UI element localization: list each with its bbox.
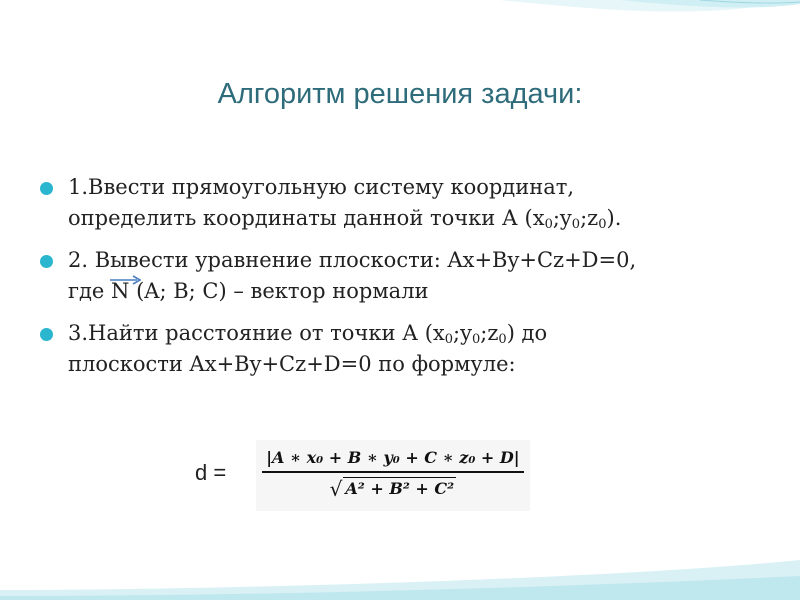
list-item — [36, 172, 756, 234]
item-1-line-2: определить координаты данной точки А $(x_0;y_0;z_0)$. — [68, 206, 622, 232]
item-1-line-1: 1.Ввести прямоугольную систему координат, — [68, 175, 575, 199]
distance-formula — [195, 440, 530, 511]
slide-title: Алгоритм решения задачи: — [217, 78, 583, 110]
item-2-line-1: 2. Вывести уравнение плоскости: Ax+By+Cz+D=0, — [68, 248, 637, 272]
bullet-icon — [40, 255, 53, 268]
formula-label: d = — [195, 459, 227, 485]
bullet-icon — [40, 328, 53, 341]
formula-fraction — [256, 440, 529, 511]
list-item — [36, 318, 756, 380]
list-item — [36, 245, 756, 307]
sqrt-icon: √ — [329, 477, 343, 501]
item-3-line-2: плоскости Ax+By+Cz+D=0 по формуле: — [68, 352, 516, 376]
item-2-line-2: где N (A; B; C) – вектор нормали — [68, 276, 756, 307]
formula-radicand: A² + B² + C² — [345, 479, 455, 498]
bullet-icon — [40, 182, 53, 195]
vector-n: N — [111, 276, 129, 307]
item-3-line-1: 3.Найти расстояние от точки А $(x_0;y_0;z_0)$ до — [68, 321, 548, 347]
bullet-list — [36, 172, 756, 391]
vector-arrow-icon — [109, 275, 141, 285]
formula-numerator: |A ∗ x₀ + B ∗ y₀ + C ∗ z₀ + D| — [266, 448, 520, 467]
formula-denominator — [262, 473, 523, 501]
